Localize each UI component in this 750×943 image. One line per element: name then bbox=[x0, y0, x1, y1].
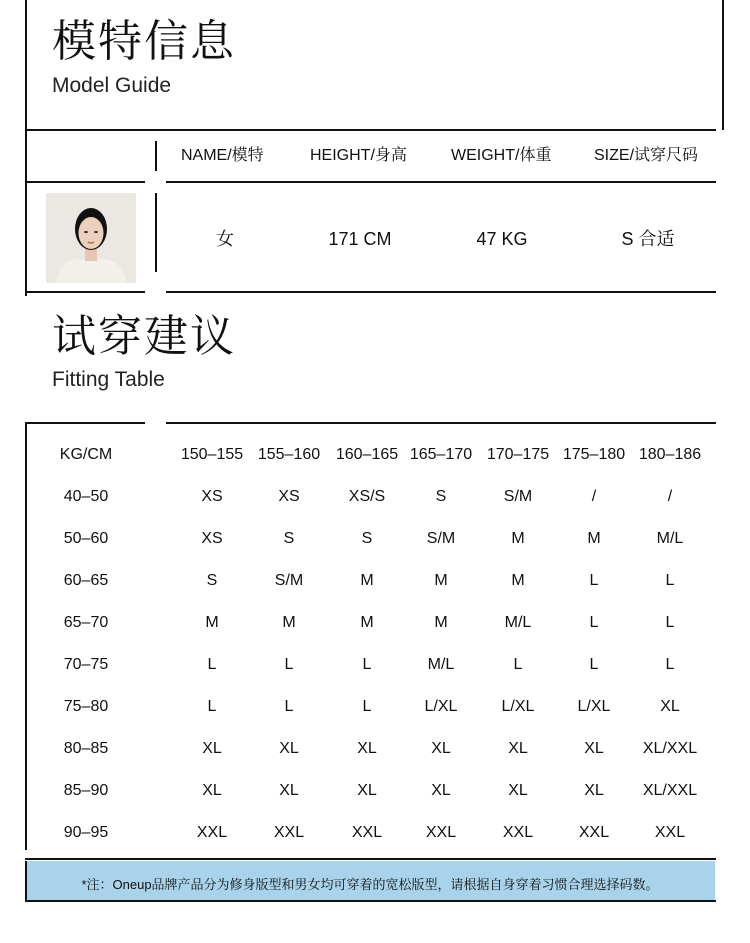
table-cell: XL bbox=[279, 740, 299, 757]
row-label: 60–65 bbox=[63, 572, 109, 589]
table-cell: L bbox=[207, 656, 217, 673]
table-cell: XL bbox=[508, 782, 528, 799]
table-cell: M/L bbox=[504, 614, 532, 631]
row-label: 80–85 bbox=[63, 740, 109, 757]
table-cell: / bbox=[591, 488, 597, 505]
table-cell: XL bbox=[431, 740, 451, 757]
photo-separator bbox=[155, 193, 157, 272]
table-cell: M/L bbox=[656, 530, 684, 547]
table-cell: XL bbox=[357, 740, 377, 757]
table-cell: XS/S bbox=[348, 488, 386, 505]
row-label: 85–90 bbox=[63, 782, 109, 799]
column-header: 165–170 bbox=[409, 446, 473, 463]
table-cell: M/L bbox=[427, 656, 455, 673]
value-name: 女 bbox=[216, 229, 234, 249]
table-cell: M bbox=[434, 572, 448, 589]
frame-left-line bbox=[25, 422, 27, 850]
table-cell: L bbox=[665, 572, 675, 589]
table-cell: XS bbox=[201, 488, 223, 505]
table-cell: / bbox=[667, 488, 673, 505]
note-text: *注：Oneup品牌产品分为修身版型和男女均可穿着的宽松版型，请根据自身穿着习惯合理选择码数。 bbox=[81, 877, 659, 892]
table-cell: L/XL bbox=[424, 698, 458, 715]
table-cell: XL bbox=[584, 740, 604, 757]
column-header: 170–175 bbox=[486, 446, 550, 463]
header-height: HEIGHT/身高 bbox=[310, 147, 407, 164]
table-cell: L bbox=[362, 698, 372, 715]
table-cell: XXL bbox=[654, 824, 686, 841]
value-height: 171 CM bbox=[328, 229, 392, 249]
table-cell: L/XL bbox=[577, 698, 611, 715]
table-cell: S bbox=[361, 530, 373, 547]
table-cell: XXL bbox=[196, 824, 228, 841]
row-label: 40–50 bbox=[63, 488, 109, 505]
header-size: SIZE/试穿尺码 bbox=[594, 147, 699, 164]
frame-right-line bbox=[722, 0, 724, 130]
table-cell: L bbox=[665, 656, 675, 673]
divider bbox=[25, 181, 145, 183]
table-cell: XXL bbox=[425, 824, 457, 841]
divider bbox=[166, 181, 716, 183]
divider bbox=[25, 129, 716, 131]
frame-left-line bbox=[25, 861, 27, 901]
table-cell: S/M bbox=[426, 530, 456, 547]
model-photo bbox=[46, 193, 136, 283]
table-cell: XS bbox=[201, 530, 223, 547]
column-header: 175–180 bbox=[562, 446, 626, 463]
note-banner bbox=[25, 861, 715, 901]
table-cell: M bbox=[511, 572, 525, 589]
value-weight: 47 KG bbox=[476, 229, 528, 249]
table-cell: XL/XXL bbox=[642, 740, 698, 757]
column-header: 160–165 bbox=[335, 446, 399, 463]
table-cell: S bbox=[206, 572, 218, 589]
table-cell: L bbox=[589, 614, 599, 631]
row-label: 50–60 bbox=[63, 530, 109, 547]
table-cell: L bbox=[513, 656, 523, 673]
divider bbox=[25, 291, 145, 293]
divider bbox=[25, 858, 716, 860]
table-cell: XL bbox=[508, 740, 528, 757]
table-cell: XL bbox=[431, 782, 451, 799]
table-cell: L bbox=[589, 656, 599, 673]
table-cell: L bbox=[589, 572, 599, 589]
table-cell: XL bbox=[357, 782, 377, 799]
table-cell: M bbox=[282, 614, 296, 631]
table-cell: L bbox=[665, 614, 675, 631]
table-cell: XL/XXL bbox=[642, 782, 698, 799]
value-size: S 合适 bbox=[621, 229, 675, 249]
table-cell: XXL bbox=[578, 824, 610, 841]
table-cell: XL bbox=[660, 698, 680, 715]
divider bbox=[166, 291, 716, 293]
header-name: NAME/模特 bbox=[181, 147, 264, 164]
row-label: 75–80 bbox=[63, 698, 109, 715]
table-cell: XL bbox=[584, 782, 604, 799]
table-cell: L/XL bbox=[501, 698, 535, 715]
table-cell: XS bbox=[278, 488, 300, 505]
corner-label: KG/CM bbox=[59, 446, 113, 463]
model-title-en: Model Guide bbox=[52, 74, 172, 97]
model-portrait-icon bbox=[46, 193, 136, 283]
table-cell: M bbox=[434, 614, 448, 631]
table-cell: XL bbox=[279, 782, 299, 799]
table-cell: S bbox=[283, 530, 295, 547]
row-label: 65–70 bbox=[63, 614, 109, 631]
table-cell: M bbox=[511, 530, 525, 547]
column-header: 155–160 bbox=[257, 446, 321, 463]
table-cell: L bbox=[362, 656, 372, 673]
table-cell: M bbox=[587, 530, 601, 547]
header-weight: WEIGHT/体重 bbox=[451, 147, 552, 164]
model-title-cn: 模特信息 bbox=[52, 17, 236, 66]
frame-left-line bbox=[25, 0, 27, 296]
table-cell: S bbox=[435, 488, 447, 505]
row-label: 70–75 bbox=[63, 656, 109, 673]
column-header: 150–155 bbox=[180, 446, 244, 463]
table-cell: XL bbox=[202, 782, 222, 799]
table-cell: XXL bbox=[351, 824, 383, 841]
table-cell: XXL bbox=[273, 824, 305, 841]
table-cell: M bbox=[360, 614, 374, 631]
table-cell: L bbox=[207, 698, 217, 715]
table-cell: L bbox=[284, 698, 294, 715]
fitting-title-en: Fitting Table bbox=[52, 368, 165, 391]
table-cell: XL bbox=[202, 740, 222, 757]
table-cell: S/M bbox=[503, 488, 533, 505]
divider bbox=[25, 900, 716, 902]
divider bbox=[166, 422, 716, 424]
table-cell: XXL bbox=[502, 824, 534, 841]
fitting-title-cn: 试穿建议 bbox=[52, 312, 236, 361]
table-cell: L bbox=[284, 656, 294, 673]
column-header: 180–186 bbox=[638, 446, 702, 463]
table-cell: S/M bbox=[274, 572, 304, 589]
row-label: 90–95 bbox=[63, 824, 109, 841]
table-cell: M bbox=[360, 572, 374, 589]
header-separator bbox=[155, 141, 157, 171]
divider bbox=[25, 422, 145, 424]
table-cell: M bbox=[205, 614, 219, 631]
